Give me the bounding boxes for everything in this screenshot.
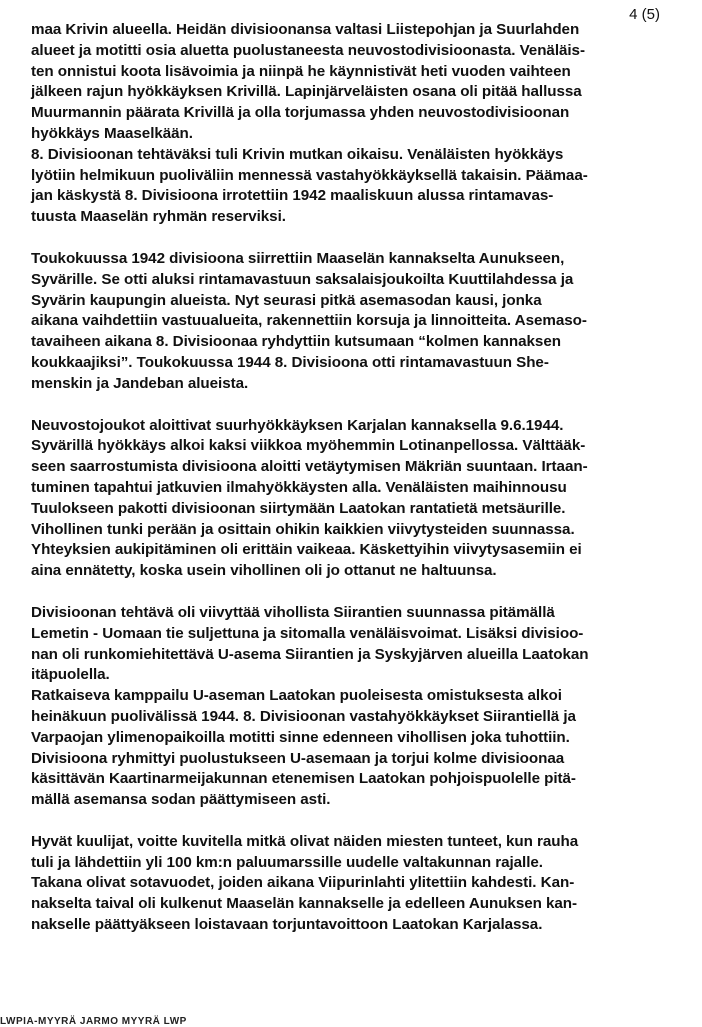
text-line: aina ennätetty, koska usein vihollinen oli jo ottanut ne haltuunsa. [31,562,497,580]
paragraph [31,416,671,582]
text-line: Divisioonan tehtävä oli viivyttää vihollista Siirantien suunnassa pitämällä [31,603,555,621]
text-line: nan oli runkomiehitettävä U-asema Siirantien ja Syskyjärven alueilla Laatokan [31,645,589,663]
paragraph-gap [31,582,671,603]
text-line: tuminen tapahtui jatkuvien ilmahyökkäysten alla. Venäläisten maihinnousu [31,478,567,496]
text-line: koukkaajiksi”. Toukokuussa 1944 8. Divisioona otti rintamavastuun She- [31,353,549,371]
document-body [31,20,671,936]
footer-mark: LWPIA-MYYRÄ JARMO MYYRÄ LWP [0,1016,187,1027]
text-line: Ratkaiseva kamppailu U-aseman Laatokan puoleisesta omistuksesta alkoi [31,687,562,705]
text-line: seen saarrostumista divisioona aloitti vetäytymisen Mäkriän suuntaan. Irtaan- [31,458,588,476]
paragraph-gap [31,811,671,832]
text-line: Vihollinen tunki perään ja osittain ohikin kaikkien viivytysteiden suunnassa. [31,520,575,538]
paragraph-gap [31,395,671,416]
text-line: Toukokuussa 1942 divisioona siirrettiin Maaselän kannakselta Aunukseen, [31,249,565,267]
text-line: Yhteyksien aukipitäminen oli erittäin vaikeaa. Käskettyihin viivytysasemiin ei [31,541,582,559]
paragraph [31,686,671,811]
paragraph-gap [31,228,671,249]
text-line: Muurmannin päärata Krivillä ja olla torjumassa yhden neuvostodivisioonan [31,104,570,122]
paragraph [31,603,671,686]
paragraph [31,145,671,228]
text-line: Varpaojan ylimenopaikoilla motitti sinne edenneen vihollisen joka tuhottiin. [31,728,570,746]
text-line: käsittävän Kaartinarmeijakunnan etenemisen Laatokan pohjoispuolelle pitä- [31,770,576,788]
text-line: Takana olivat sotavuodet, joiden aikana Viipurinlahti ylitettiin kahdesti. Kan- [31,874,575,892]
text-line: Lemetin - Uomaan tie suljettuna ja sitomalla venäläisvoimat. Lisäksi divisioo- [31,624,584,642]
text-line: ten onnistui koota lisävoimia ja niinpä he käynnistivät heti vuoden vaihteen [31,62,571,80]
text-line: nakselle päättyäkseen loistavaan torjuntavoittoon Laatokan Karjalassa. [31,916,543,934]
paragraph [31,20,671,145]
text-line: Syvärille. Se otti aluksi rintamavastuun saksalaisjoukoilta Kuuttilahdessa ja [31,270,574,288]
text-line: Divisioona ryhmittyi puolustukseen U-asemaan ja torjui kolme divisioonaa [31,749,565,767]
text-line: jälkeen rajun hyökkäyksen Krivillä. Lapinjärveläisten osana oli pitää hallussa [31,83,582,101]
text-line: hyökkäys Maaselkään. [31,124,193,142]
text-line: tavaiheen aikana 8. Divisioonaa ryhdyttiin kutsumaan “kolmen kannaksen [31,333,561,351]
page-number: 4 (5) [629,6,660,23]
text-line: heinäkuun puolivälissä 1944. 8. Divisioonan vastahyökkäykset Siirantiellä ja [31,707,576,725]
text-line: alueet ja motitti osia aluetta puolustaneesta neuvostodivisioonasta. Venäläis- [31,41,585,59]
text-line: maa Krivin alueella. Heidän divisioonansa valtasi Liistepohjan ja Suurlahden [31,21,580,38]
paragraph [31,832,671,936]
text-line: tuusta Maaselän ryhmän reserviksi. [31,208,286,226]
text-line: menskin ja Jandeban alueista. [31,374,249,392]
text-line: lyötiin helmikuun puoliväliin mennessä vastahyökkäyksellä takaisin. Päämaa- [31,166,588,184]
text-line: Hyvät kuulijat, voitte kuvitella mitkä olivat näiden miesten tunteet, kun rauha [31,832,579,850]
text-line: nakselta taival oli kulkenut Maaselän kannakselle ja edelleen Aunuksen kan- [31,895,578,913]
paragraph [31,249,671,395]
text-line: Syvärillä hyökkäys alkoi kaksi viikkoa myöhemmin Lotinanpellossa. Välttääk- [31,437,586,455]
text-line: aikana vaihdettiin vastuualueita, rakennettiin korsuja ja linnoitteita. Asemaso- [31,312,587,330]
text-line: 8. Divisioonan tehtäväksi tuli Krivin mutkan oikaisu. Venäläisten hyökkäys [31,145,564,163]
text-line: jan käskystä 8. Divisioona irrotettiin 1942 maaliskuun alussa rintamavas- [31,187,554,205]
text-line: tuli ja lähdettiin yli 100 km:n paluumarssille uudelle valtakunnan rajalle. [31,853,543,871]
text-line: itäpuolella. [31,666,110,684]
text-line: Syvärin kaupungin alueista. Nyt seurasi pitkä asemasodan kausi, jonka [31,291,542,309]
text-line: Tuulokseen pakotti divisioonan siirtymään Laatokan rantatietä metsäurille. [31,499,566,517]
text-line: mällä asemansa sodan päättymiseen asti. [31,791,331,809]
text-line: Neuvostojoukot aloittivat suurhyökkäyksen Karjalan kannaksella 9.6.1944. [31,416,564,434]
